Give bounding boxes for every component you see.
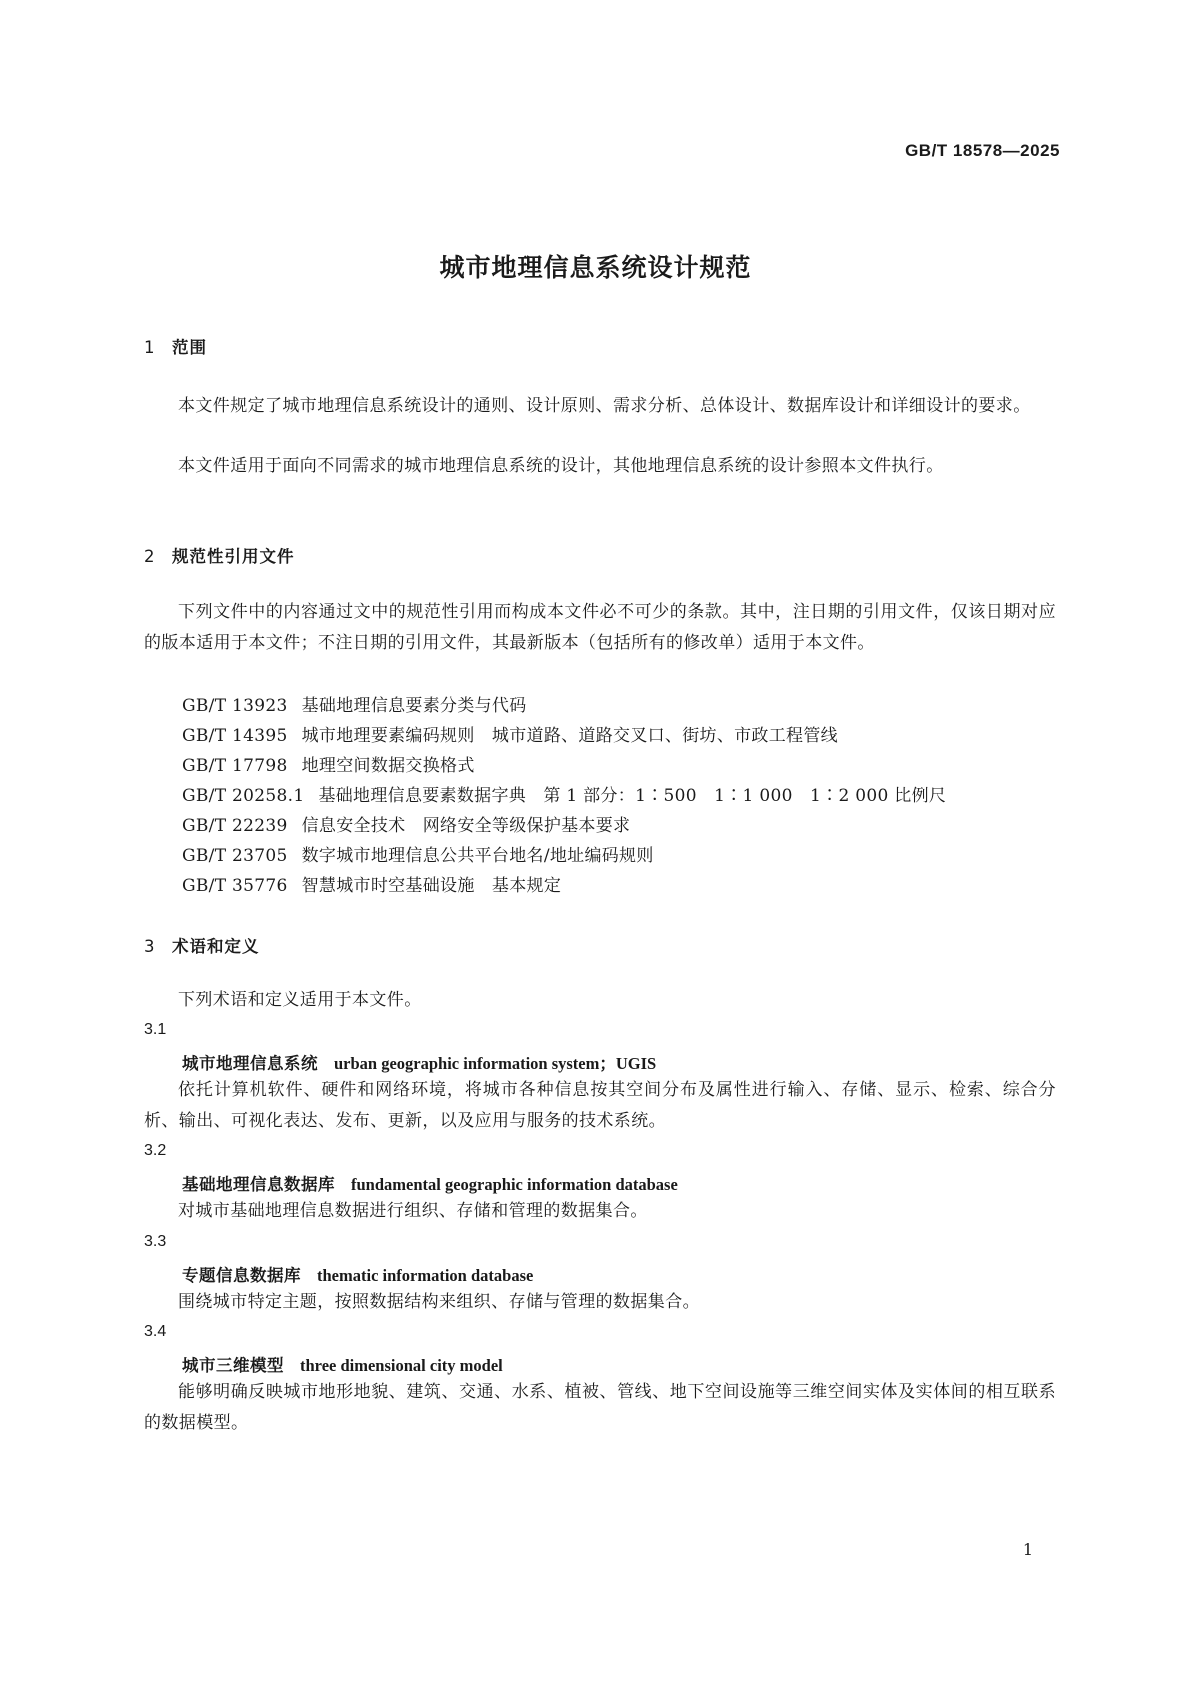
section-number: 1 [144, 338, 156, 357]
term-definition: 能够明确反映城市地形地貌、建筑、交通、水系、植被、管线、地下空间设施等三维空间实体及实体间的相互联系的数据模型。 [144, 1382, 1056, 1433]
reference-title: 智慧城市时空基础设施 基本规定 [301, 876, 562, 896]
section-number: 2 [144, 547, 156, 566]
reference-title: 城市地理要素编码规则 城市道路、道路交叉口、街坊、市政工程管线 [301, 726, 838, 746]
section-2-heading [144, 543, 295, 567]
term-name [182, 1050, 656, 1074]
term-en: urban geographic information system；UGIS [334, 1054, 657, 1073]
term-zh: 专题信息数据库 [182, 1266, 301, 1285]
term-number: 3.2 [144, 1142, 167, 1159]
paragraph: 下列文件中的内容通过文中的规范性引用而构成本文件必不可少的条款。其中，注日期的引用文件，仅该日期对应的版本适用于本文件；不注日期的引用文件，其最新版本（包括所有的修改单）适用于本文件。 [144, 602, 1056, 653]
reference-title: 数字城市地理信息公共平台地名/地址编码规则 [301, 846, 654, 866]
document-title: 城市地理信息系统设计规范 [439, 253, 752, 282]
term-definition: 围绕城市特定主题，按照数据结构来组织、存储与管理的数据集合。 [178, 1292, 700, 1312]
term-name [182, 1352, 503, 1376]
term-name [182, 1262, 533, 1286]
term-definition: 对城市基础地理信息数据进行组织、存储和管理的数据集合。 [178, 1201, 648, 1221]
term-en: thematic information database [317, 1266, 534, 1285]
term-name [182, 1171, 678, 1195]
term-number: 3.4 [144, 1323, 167, 1340]
term-zh: 城市三维模型 [182, 1356, 284, 1375]
reference-code: GB/T 20258.1 [182, 786, 305, 806]
standard-number: GB/T 18578—2025 [905, 141, 1060, 160]
normative-reference [182, 721, 838, 746]
reference-code: GB/T 35776 [182, 876, 288, 896]
paragraph: 下列术语和定义适用于本文件。 [178, 990, 422, 1010]
reference-code: GB/T 23705 [182, 846, 288, 866]
reference-code: GB/T 14395 [182, 726, 288, 746]
normative-reference [182, 811, 630, 836]
normative-reference [182, 871, 561, 896]
normative-reference [182, 751, 475, 776]
reference-title: 地理空间数据交换格式 [301, 756, 475, 776]
section-title: 术语和定义 [172, 937, 260, 956]
normative-reference [182, 691, 527, 716]
section-number: 3 [144, 937, 156, 956]
term-definition: 依托计算机软件、硬件和网络环境，将城市各种信息按其空间分布及属性进行输入、存储、显示、检索、综合分析、输出、可视化表达、发布、更新，以及应用与服务的技术系统。 [144, 1080, 1056, 1131]
page-number: 1 [1022, 1540, 1033, 1559]
section-3-heading [144, 933, 260, 957]
section-title: 规范性引用文件 [172, 547, 295, 566]
paragraph: 本文件适用于面向不同需求的城市地理信息系统的设计，其他地理信息系统的设计参照本文件执行。 [178, 456, 944, 476]
normative-reference [182, 781, 946, 806]
term-zh: 城市地理信息系统 [182, 1054, 318, 1073]
term-en: fundamental geographic information database [351, 1175, 678, 1194]
normative-reference [182, 841, 654, 866]
reference-title: 基础地理信息要素分类与代码 [301, 696, 527, 716]
section-1-heading [144, 334, 207, 358]
reference-title: 信息安全技术 网络安全等级保护基本要求 [301, 816, 631, 836]
reference-code: GB/T 17798 [182, 756, 288, 776]
reference-title: 基础地理信息要素数据字典 第 1 部分：1∶500 1∶1 000 1∶2 000 比例尺 [318, 786, 947, 806]
paragraph: 本文件规定了城市地理信息系统设计的通则、设计原则、需求分析、总体设计、数据库设计和详细设计的要求。 [178, 396, 1031, 416]
term-zh: 基础地理信息数据库 [182, 1175, 335, 1194]
section-title: 范围 [172, 338, 207, 357]
term-en: three dimensional city model [300, 1356, 503, 1375]
reference-code: GB/T 13923 [182, 696, 288, 716]
term-number: 3.3 [144, 1233, 167, 1250]
reference-code: GB/T 22239 [182, 816, 288, 836]
term-number: 3.1 [144, 1021, 167, 1038]
